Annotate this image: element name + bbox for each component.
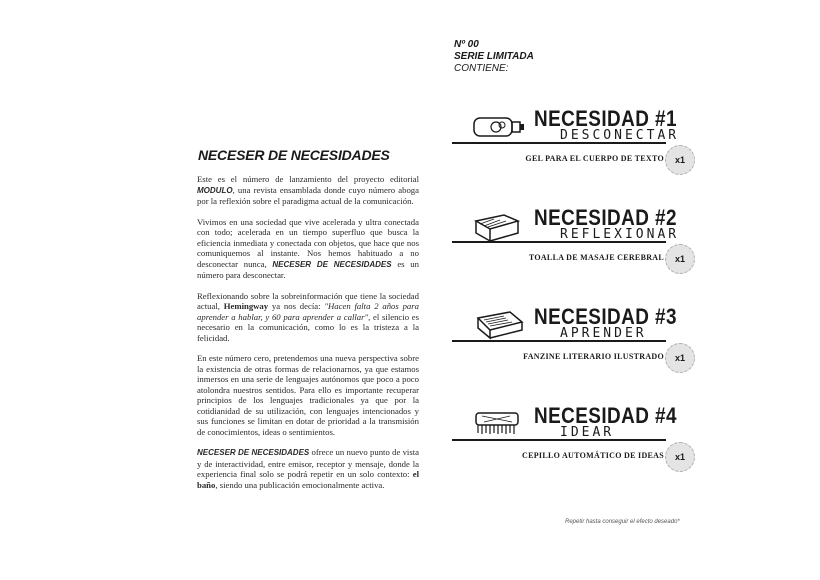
need-subtitle: DESCONECTAR (560, 128, 680, 143)
series-label: SERIE LIMITADA (454, 51, 534, 62)
divider (452, 439, 666, 441)
quantity-badge: x1 (665, 442, 695, 472)
publication-name: NECESER DE NECESIDADES (272, 259, 392, 269)
paragraph-1-text-end: , una revista ensamblada donde cuyo número aboga por la reflexión sobre el paradigma actual de la comunicación. (197, 184, 419, 206)
newspaper-icon (470, 306, 528, 342)
paragraph-2 (197, 217, 419, 281)
divider (452, 142, 666, 144)
publication-name: NECESER DE NECESIDADES (197, 448, 310, 457)
footnote: Repetir hasta conseguir el efecto deseado* (565, 519, 680, 525)
product-name: CEPILLO AUTOMÁTICO DE IDEAS (522, 451, 664, 460)
paragraph-3-text-mid: ya nos decía: (268, 301, 325, 311)
paragraph-3 (197, 291, 419, 344)
paragraph-3-text: Reflexionando sobre la sobreinformación que tiene la sociedad actual, (197, 290, 419, 311)
quantity-badge: x1 (665, 145, 695, 175)
towel-icon (470, 207, 528, 243)
need-item-2 (452, 205, 694, 285)
place-name: el baño (197, 469, 419, 490)
paragraph-5-text-end: , siendo una publicación emocionalmente activa. (215, 479, 385, 490)
gel-bottle-icon (470, 108, 528, 144)
need-title: NECESIDAD #4 (534, 403, 677, 428)
need-title: NECESIDAD #1 (534, 106, 677, 131)
need-title: NECESIDAD #2 (534, 205, 677, 230)
intro-text (197, 174, 419, 500)
issue-number: Nº 00 (454, 39, 479, 50)
need-title: NECESIDAD #3 (534, 304, 677, 329)
divider (452, 340, 666, 342)
page-title: NECESER DE NECESIDADES (198, 147, 390, 163)
paragraph-5-text: ofrece un nuevo punto de vista y de interactividad, entre emisor, receptor y mensaje, donde la experiencia final solo se podrá repetir en un solo contexto: (197, 447, 420, 479)
product-name: GEL PARA EL CUERPO DE TEXTO (525, 154, 664, 163)
brand-name: MODULO (197, 185, 233, 195)
quantity-badge: x1 (665, 343, 695, 373)
need-item-4 (452, 403, 694, 483)
need-item-3 (452, 304, 694, 384)
author-name: Hemingway (223, 301, 269, 311)
need-subtitle: REFLEXIONAR (560, 227, 680, 242)
contains-label: CONTIENE: (454, 63, 509, 74)
quantity-badge: x1 (665, 244, 695, 274)
brush-icon (470, 405, 528, 441)
need-subtitle: APRENDER (560, 326, 647, 341)
divider (452, 241, 666, 243)
paragraph-1-text: Este es el número de lanzamiento del proyecto editorial (197, 174, 419, 184)
product-name: FANZINE LITERARIO ILUSTRADO (523, 352, 664, 361)
quote: "Hacen falta 2 años para aprender a hablar, y 60 para aprender a callar" (197, 301, 419, 322)
paragraph-5 (197, 447, 419, 490)
product-name: TOALLA DE MASAJE CEREBRAL (528, 253, 664, 262)
paragraph-4: En este número cero, pretendemos una nueva perspectiva sobre la existencia de otras formas de relacionarnos, ya que estamos inmersos en una serie de lenguajes autónomos que poco a poco atolondra nuestros sentidos. Para ello es importante recuperar principios de los lenguajes tradicionales ya que por la cotidianidad de su utilización, con lenguajes intencionados y sus funciones se limitan en dotar de prioridad a la transmisión de conocimientos, ideas o sentimientos. (197, 353, 419, 437)
need-subtitle: IDEAR (560, 425, 615, 440)
series-header (454, 39, 534, 75)
paragraph-2-text-end: es un número para desconectar. (197, 258, 419, 280)
paragraph-1 (197, 174, 419, 207)
paragraph-2-text: Vivimos en una sociedad que vive acelerada y ultra conectada con todo; acelerada en un tiempo superfluo que busca la eficiencia inmediata y conectada con objetos, que hace que nos comuniquemos al instante. Nos hemos habituado a no desconectar nunca, (197, 216, 419, 269)
paragraph-3-text-end: , el silencio es necesario en la comunicación, como lo es la tristeza a la felicidad. (197, 311, 419, 343)
need-item-1 (452, 106, 694, 186)
